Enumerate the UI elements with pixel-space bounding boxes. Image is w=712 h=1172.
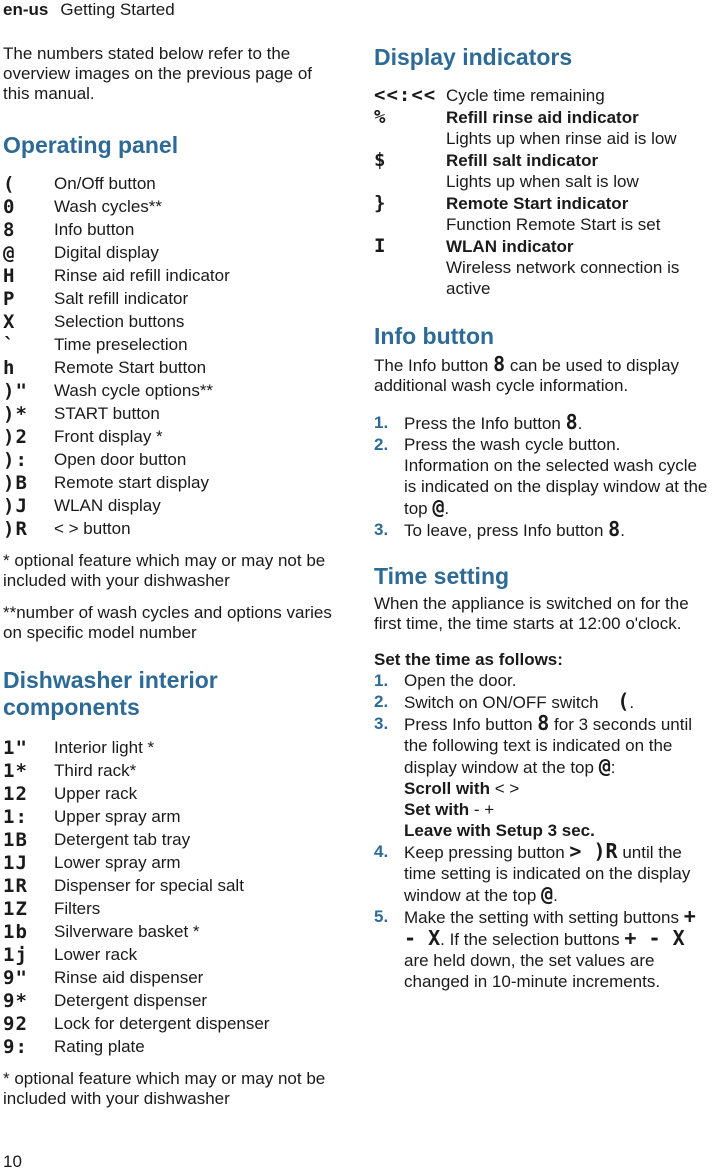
info-button-icon: 8	[537, 711, 550, 735]
info-step: 3. To leave, press Info button 8.	[374, 517, 625, 541]
component-row	[3, 426, 343, 449]
info-button-heading: Info button	[374, 323, 495, 349]
component-row	[3, 737, 343, 760]
component-row	[3, 449, 343, 472]
component-label: Third rack*	[54, 761, 137, 780]
component-label: < > button	[54, 519, 131, 538]
component-row	[3, 334, 343, 357]
digital-display-icon: @	[541, 882, 554, 906]
component-row	[3, 472, 343, 495]
component-label: Wash cycle options**	[54, 381, 214, 400]
component-label: Filters	[54, 899, 101, 918]
reference-number-icon: 1J	[3, 852, 28, 874]
component-row	[3, 806, 343, 829]
component-label: Rinse aid dispenser	[54, 968, 204, 987]
component-label: START button	[54, 404, 160, 423]
component-label: Remote Start button	[54, 358, 207, 377]
indicator-icon: %	[374, 106, 387, 128]
component-label: Upper spray arm	[54, 807, 181, 826]
reference-number-icon: 1j	[3, 944, 28, 966]
right-column	[374, 44, 710, 992]
component-label: Upper rack	[54, 784, 138, 803]
info-step: 1. Press the Info button 8.	[374, 410, 583, 434]
interior-heading: Dishwasher interior components	[3, 667, 218, 720]
operating-panel-note-optional: * optional feature which may or may not be included with your dishwasher	[3, 551, 326, 590]
reference-number-icon: 92	[3, 1013, 28, 1035]
component-label: Wash cycles**	[54, 197, 163, 216]
component-row	[3, 944, 343, 967]
reference-number-icon: 1"	[3, 737, 28, 759]
component-label: Selection buttons	[54, 312, 185, 331]
power-icon: (	[617, 689, 630, 713]
operating-panel-note-model: **number of wash cycles and options varies on specific model number	[3, 603, 332, 642]
component-row	[3, 921, 343, 944]
component-row	[3, 380, 343, 403]
reference-number-icon: 1*	[3, 760, 28, 782]
time-step: 4. Keep pressing button > )R until the time setting is indicated on the display window at the top @.	[374, 839, 691, 906]
reference-number-icon: )R	[3, 518, 28, 540]
reference-number-icon: )*	[3, 403, 28, 425]
indicator-title: WLAN indicator	[446, 237, 574, 256]
reference-number-icon: )B	[3, 472, 28, 494]
component-row	[3, 518, 343, 541]
component-label: Info button	[54, 220, 135, 239]
time-setting-heading: Time setting	[374, 563, 510, 589]
display-indicators-list	[374, 85, 710, 299]
time-step: 5. Make the setting with setting buttons + - X. If the selection buttons + - X are held down, the set values are changed in 10-minute increments.	[374, 904, 696, 991]
info-button-icon: 8	[493, 352, 506, 376]
selection-buttons-icon: + - X	[624, 926, 685, 950]
component-row	[3, 852, 343, 875]
component-label: Lock for detergent dispenser	[54, 1014, 270, 1033]
time-subhead: Set the time as follows:	[374, 650, 563, 669]
component-row	[3, 1036, 343, 1059]
display-indicator-row	[374, 107, 710, 149]
component-label: Rinse aid refill indicator	[54, 266, 230, 285]
reference-number-icon: 9*	[3, 990, 28, 1012]
reference-number-icon: )2	[3, 426, 28, 448]
component-label: Remote start display	[54, 473, 209, 492]
component-row	[3, 898, 343, 921]
reference-number-icon: `	[3, 334, 16, 356]
reference-number-icon: X	[3, 311, 16, 333]
interior-note-optional: * optional feature which may or may not be included with your dishwasher	[3, 1069, 326, 1108]
component-label: WLAN display	[54, 496, 161, 515]
info-steps	[374, 412, 710, 541]
component-label: Rating plate	[54, 1037, 145, 1056]
component-row	[3, 242, 343, 265]
info-button-icon: 8	[608, 517, 621, 541]
indicator-title: Refill salt indicator	[446, 151, 599, 170]
component-row	[3, 875, 343, 898]
reference-number-icon: 8	[3, 219, 16, 241]
time-step: 1. Open the door.	[374, 671, 517, 690]
info-button-icon: 8	[565, 410, 578, 434]
component-row	[3, 196, 343, 219]
reference-number-icon: @	[3, 242, 16, 264]
indicator-description: Wireless network connection is active	[446, 258, 680, 298]
time-step: 2. Switch on ON/OFF switch (.	[374, 689, 635, 713]
reference-number-icon: (	[3, 173, 16, 195]
info-intro: The Info button 8 can be used to display additional wash cycle information.	[374, 352, 680, 395]
reference-number-icon: 1B	[3, 829, 28, 851]
reference-number-icon: 1b	[3, 921, 28, 943]
indicator-title: Refill rinse aid indicator	[446, 108, 639, 127]
info-step: 2. Press the wash cycle button. Information on the selected wash cycle is indicated on the display window at the top @.	[374, 435, 708, 519]
interior-list	[3, 737, 343, 1059]
component-label: Lower rack	[54, 945, 138, 964]
component-row	[3, 1013, 343, 1036]
component-label: Dispenser for special salt	[54, 876, 244, 895]
left-column	[3, 44, 343, 1109]
component-label: Front display *	[54, 427, 163, 446]
component-label: Interior light *	[54, 738, 155, 757]
reference-number-icon: 12	[3, 783, 28, 805]
page-number: 10	[3, 1152, 22, 1171]
component-label: Silverware basket *	[54, 922, 200, 941]
time-step: 3. Press Info button 8 for 3 seconds until the following text is indicated on the display window at the top @: Scroll with < > Set with - + Leave with Setup 3 sec.	[374, 711, 693, 840]
component-row	[3, 990, 343, 1013]
indicator-description: Lights up when salt is low	[446, 172, 639, 191]
selection-button-icon: > )R	[569, 839, 618, 863]
indicator-icon: }	[374, 192, 387, 214]
indicator-title: Remote Start indicator	[446, 194, 629, 213]
indicator-description: Lights up when rinse aid is low	[446, 129, 677, 148]
reference-number-icon: ):	[3, 449, 28, 471]
time-intro: When the appliance is switched on for the first time, the time starts at 12:00 o'clock.	[374, 594, 689, 633]
reference-number-icon: H	[3, 265, 16, 287]
digital-display-icon: @	[432, 495, 445, 519]
component-label: On/Off button	[54, 174, 156, 193]
page-header	[3, 0, 175, 20]
reference-number-icon: 9:	[3, 1036, 28, 1058]
component-label: Open door button	[54, 450, 187, 469]
reference-number-icon: )J	[3, 495, 28, 517]
reference-number-icon: 1Z	[3, 898, 28, 920]
component-label: Detergent dispenser	[54, 991, 208, 1010]
indicator-icon: I	[374, 235, 387, 257]
display-indicator-row	[374, 236, 710, 299]
component-row	[3, 403, 343, 426]
intro-text: The numbers stated below refer to the overview images on the previous page of this manual.	[3, 44, 313, 103]
display-indicators-heading: Display indicators	[374, 44, 573, 70]
reference-number-icon: 1R	[3, 875, 28, 897]
reference-number-icon: h	[3, 357, 16, 379]
indicator-icon: $	[374, 149, 387, 171]
component-row	[3, 219, 343, 242]
component-row	[3, 357, 343, 380]
selection-buttons-icon: + - X	[404, 904, 696, 950]
component-row	[3, 311, 343, 334]
reference-number-icon: 1:	[3, 806, 28, 828]
operating-panel-heading: Operating panel	[3, 132, 179, 158]
display-indicator-row	[374, 85, 710, 106]
reference-number-icon: P	[3, 288, 16, 310]
display-indicator-row	[374, 193, 710, 235]
indicator-icon: <<:<<	[374, 84, 437, 106]
header-language: en-us	[3, 0, 49, 19]
component-row	[3, 173, 343, 196]
reference-number-icon: 9"	[3, 967, 28, 989]
indicator-description: Function Remote Start is set	[446, 215, 661, 234]
reference-number-icon: 0	[3, 196, 16, 218]
component-row	[3, 829, 343, 852]
header-section: Getting Started	[60, 0, 175, 19]
time-steps	[374, 670, 710, 992]
reference-number-icon: )"	[3, 380, 28, 402]
indicator-description: Cycle time remaining	[446, 86, 605, 105]
operating-panel-list	[3, 173, 343, 541]
component-label: Time preselection	[54, 335, 188, 354]
component-label: Salt refill indicator	[54, 289, 189, 308]
display-indicator-row	[374, 150, 710, 192]
digital-display-icon: @	[598, 754, 611, 778]
component-row	[3, 288, 343, 311]
component-row	[3, 783, 343, 806]
component-row	[3, 265, 343, 288]
component-label: Digital display	[54, 243, 159, 262]
component-label: Detergent tab tray	[54, 830, 191, 849]
component-row	[3, 760, 343, 783]
component-row	[3, 495, 343, 518]
component-label: Lower spray arm	[54, 853, 181, 872]
component-row	[3, 967, 343, 990]
